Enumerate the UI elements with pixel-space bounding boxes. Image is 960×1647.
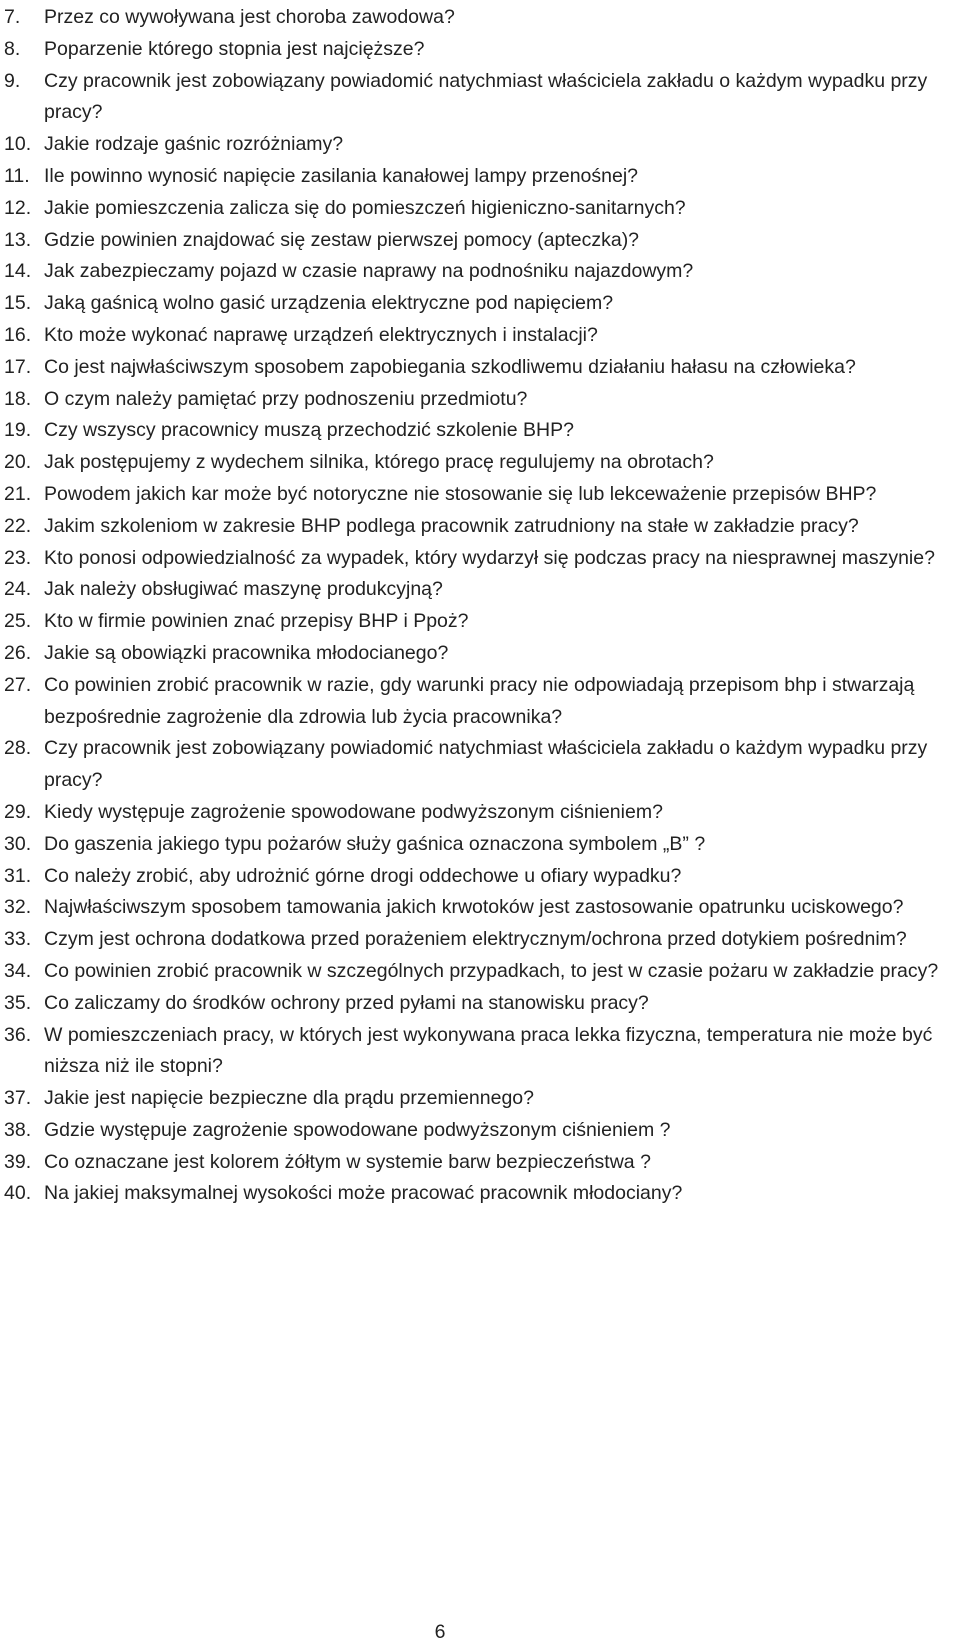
question-item <box>0 129 960 161</box>
question-text: Jaką gaśnicą wolno gasić urządzenia elektryczne pod napięciem? <box>44 292 614 315</box>
question-item <box>0 384 960 416</box>
question-text: Co należy zrobić, aby udrożnić górne drogi oddechowe u ofiary wypadku? <box>44 864 682 887</box>
question-text: Kiedy występuje zagrożenie spowodowane podwyższonym ciśnieniem? <box>44 800 663 823</box>
question-number: 14. <box>4 260 32 283</box>
question-text: Co zaliczamy do środków ochrony przed pyłami na stanowisku pracy? <box>44 991 649 1014</box>
question-number: 11. <box>4 164 30 187</box>
question-number: 18. <box>4 387 32 410</box>
question-item <box>0 733 960 797</box>
question-number: 29. <box>4 800 32 823</box>
question-item <box>0 2 960 34</box>
question-number: 22. <box>4 514 32 537</box>
question-number: 16. <box>4 323 32 346</box>
question-text: Na jakiej maksymalnej wysokości może pracować pracownik młodociany? <box>44 1182 683 1205</box>
question-text: Kto ponosi odpowiedzialność za wypadek, który wydarzył się podczas pracy na niesprawnej maszynie? <box>44 546 935 569</box>
question-text: Kto może wykonać naprawę urządzeń elektrycznych i instalacji? <box>44 323 598 346</box>
question-text: Jakie pomieszczenia zalicza się do pomieszczeń higieniczno-sanitarnych? <box>44 196 686 219</box>
question-item <box>0 956 960 988</box>
question-number: 28. <box>4 737 32 760</box>
question-text: Gdzie powinien znajdować się zestaw pierwszej pomocy (apteczka)? <box>44 228 640 251</box>
question-item <box>0 638 960 670</box>
question-list <box>0 2 960 1210</box>
question-number: 35. <box>4 991 32 1014</box>
question-text: Co powinien zrobić pracownik w razie, gdy warunki pracy nie odpowiadają przepisom bhp i stwarzają bezpośrednie zagrożenie dla zdrowia lub życia pracownika? <box>44 673 915 728</box>
question-text: Czym jest ochrona dodatkowa przed porażeniem elektrycznym/ochrona przed dotykiem pośrednim? <box>44 928 907 951</box>
question-item <box>0 1147 960 1179</box>
question-number: 34. <box>4 959 32 982</box>
question-item <box>0 1115 960 1147</box>
question-item <box>0 606 960 638</box>
question-number: 27. <box>4 673 32 696</box>
question-number: 24. <box>4 578 32 601</box>
question-text: Czy pracownik jest zobowiązany powiadomić natychmiast właściciela zakładu o każdym wypadku przy pracy? <box>44 69 928 124</box>
question-item <box>0 1020 960 1084</box>
question-text: Czy pracownik jest zobowiązany powiadomić natychmiast właściciela zakładu o każdym wypadku przy pracy? <box>44 737 928 792</box>
question-item <box>0 288 960 320</box>
question-text: Przez co wywoływana jest choroba zawodowa? <box>44 6 455 28</box>
page-number: 6 <box>434 1621 446 1643</box>
question-text: Co jest najwłaściwszym sposobem zapobiegania szkodliwemu działaniu hałasu na człowieka? <box>44 355 856 378</box>
question-item <box>0 352 960 384</box>
question-number: 7. <box>4 6 21 28</box>
question-item <box>0 511 960 543</box>
question-text: Jak zabezpieczamy pojazd w czasie naprawy na podnośniku najazdowym? <box>44 260 694 283</box>
question-text: Poparzenie którego stopnia jest najcięższe? <box>44 37 425 60</box>
question-text: Jakie jest napięcie bezpieczne dla prądu przemiennego? <box>44 1087 534 1110</box>
question-item <box>0 225 960 257</box>
question-number: 37. <box>4 1087 32 1110</box>
question-text: Jakie rodzaje gaśnic rozróżniamy? <box>44 133 344 156</box>
question-number: 30. <box>4 832 32 855</box>
question-text: Jak postępujemy z wydechem silnika, którego pracę regulujemy na obrotach? <box>44 451 714 474</box>
question-item <box>0 479 960 511</box>
question-text: Co oznaczane jest kolorem żółtym w systemie barw bezpieczeństwa ? <box>44 1150 651 1173</box>
question-item <box>0 193 960 225</box>
question-item <box>0 829 960 861</box>
question-text: Czy wszyscy pracownicy muszą przechodzić szkolenie BHP? <box>44 419 574 442</box>
question-text: Ile powinno wynosić napięcie zasilania kanałowej lampy przenośnej? <box>44 164 639 187</box>
question-number: 39. <box>4 1150 32 1173</box>
question-number: 32. <box>4 896 32 919</box>
question-number: 38. <box>4 1118 32 1141</box>
question-number: 26. <box>4 641 32 664</box>
question-number: 17. <box>4 355 32 378</box>
question-item <box>0 670 960 734</box>
question-text: Jakie są obowiązki pracownika młodocianego? <box>44 641 449 664</box>
question-number: 20. <box>4 451 32 474</box>
question-text: Co powinien zrobić pracownik w szczególnych przypadkach, to jest w czasie pożaru w zakładzie pracy? <box>44 959 939 982</box>
question-text: Kto w firmie powinien znać przepisy BHP i Ppoż? <box>44 610 469 633</box>
question-item <box>0 1178 960 1210</box>
question-number: 13. <box>4 228 32 251</box>
question-item <box>0 415 960 447</box>
question-number: 15. <box>4 292 32 315</box>
question-item <box>0 988 960 1020</box>
question-number: 40. <box>4 1182 32 1205</box>
question-number: 19. <box>4 419 32 442</box>
question-text: Jak należy obsługiwać maszynę produkcyjną? <box>44 578 443 601</box>
question-item <box>0 1083 960 1115</box>
question-item <box>0 320 960 352</box>
question-number: 31. <box>4 864 32 887</box>
question-text: O czym należy pamiętać przy podnoszeniu przedmiotu? <box>44 387 528 410</box>
question-item <box>0 892 960 924</box>
question-item <box>0 797 960 829</box>
question-text: W pomieszczeniach pracy, w których jest wykonywana praca lekka fizyczna, temperatura nie może być niższa niż ile stopni? <box>44 1023 933 1078</box>
question-item <box>0 543 960 575</box>
question-number: 10. <box>4 133 32 156</box>
question-number: 9. <box>4 69 21 92</box>
question-number: 33. <box>4 928 32 951</box>
question-text: Powodem jakich kar może być notoryczne nie stosowanie się lub lekceważenie przepisów BHP? <box>44 482 877 505</box>
question-item <box>0 34 960 66</box>
question-item <box>0 256 960 288</box>
question-item <box>0 447 960 479</box>
question-item <box>0 161 960 193</box>
question-item <box>0 574 960 606</box>
question-number: 21. <box>4 482 32 505</box>
question-text: Najwłaściwszym sposobem tamowania jakich krwotoków jest zastosowanie opatrunku uciskowego? <box>44 896 904 919</box>
question-number: 36. <box>4 1023 32 1046</box>
question-text: Jakim szkoleniom w zakresie BHP podlega pracownik zatrudniony na stałe w zakładzie pracy? <box>44 514 859 537</box>
question-number: 8. <box>4 37 21 60</box>
question-item <box>0 861 960 893</box>
question-number: 25. <box>4 610 32 633</box>
question-text: Gdzie występuje zagrożenie spowodowane podwyższonym ciśnieniem ? <box>44 1118 671 1141</box>
question-number: 12. <box>4 196 32 219</box>
question-item <box>0 66 960 130</box>
question-text: Do gaszenia jakiego typu pożarów służy gaśnica oznaczona symbolem „B” ? <box>44 832 706 855</box>
question-item <box>0 924 960 956</box>
question-number: 23. <box>4 546 32 569</box>
